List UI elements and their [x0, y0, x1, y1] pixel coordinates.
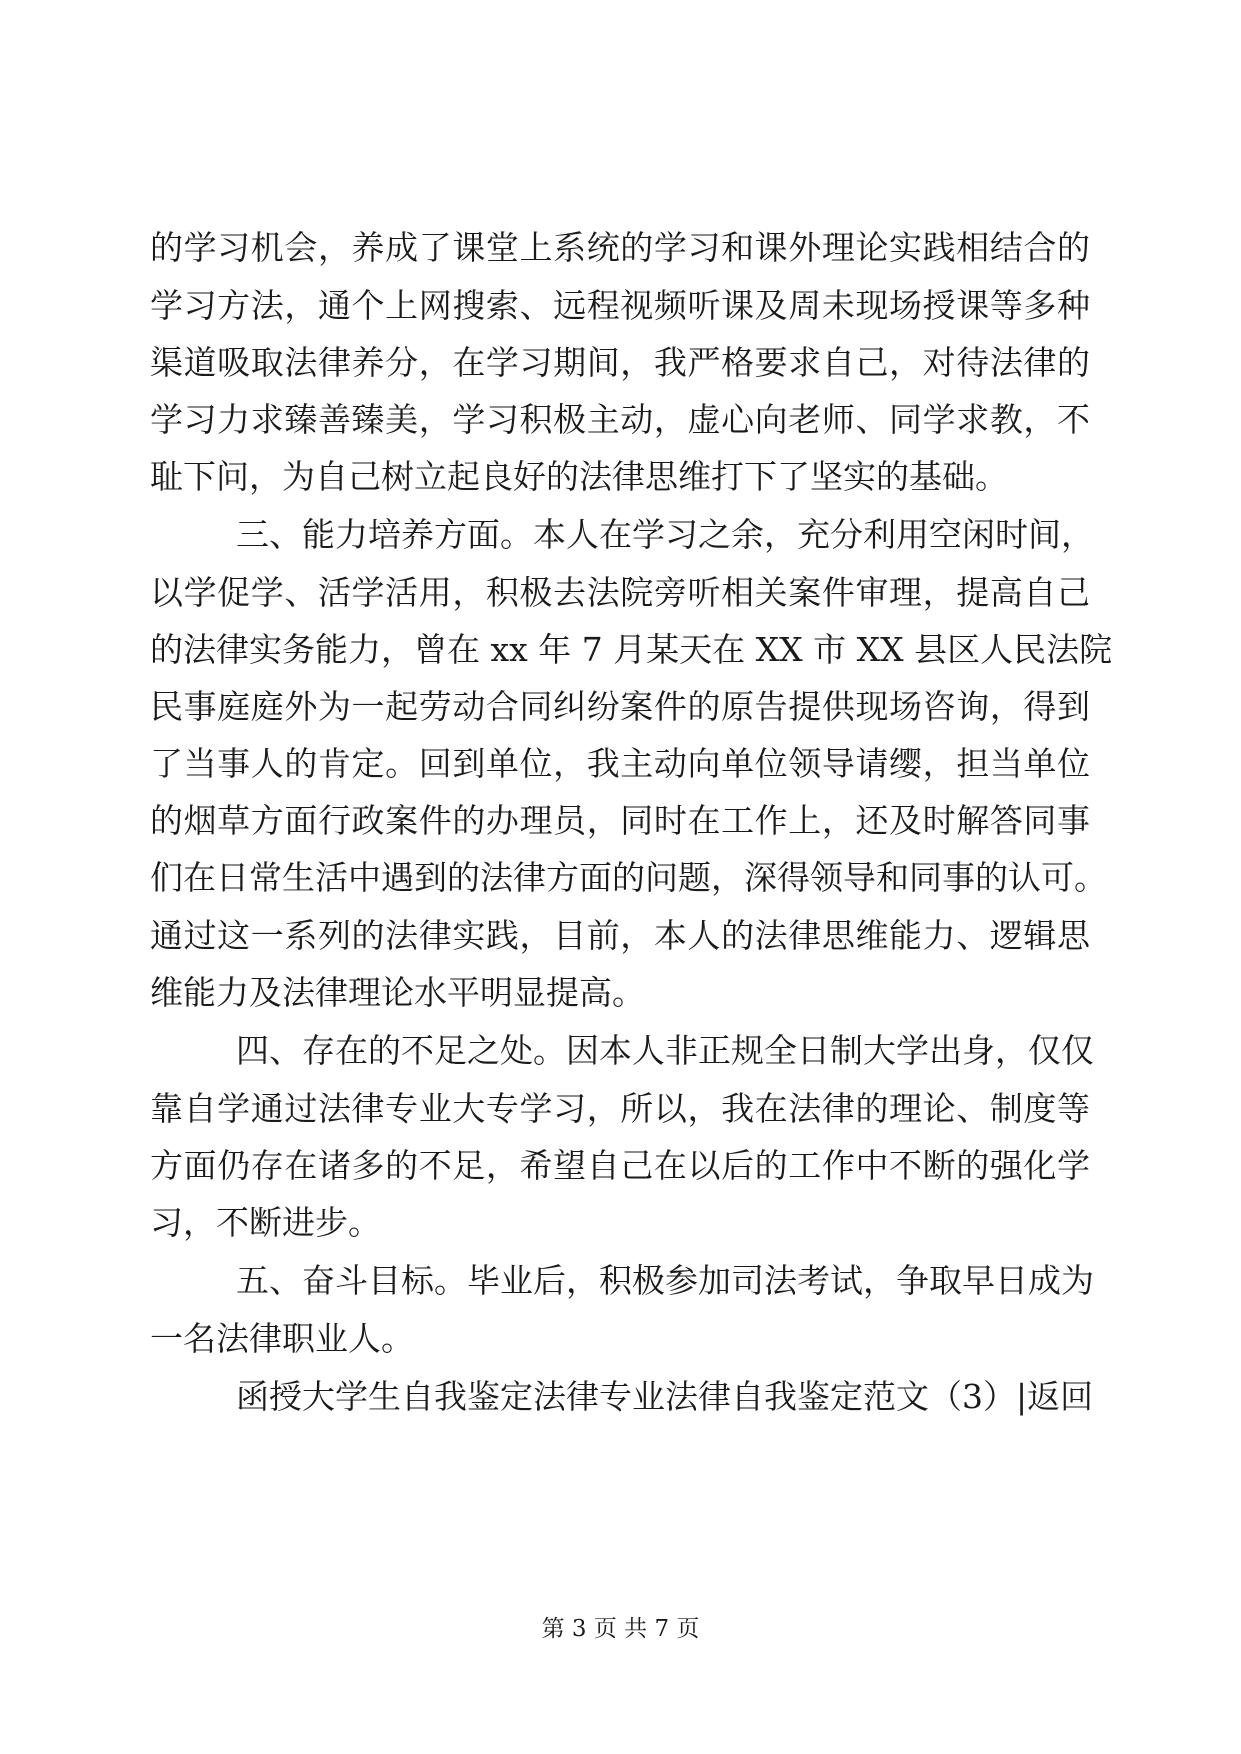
article-link-line[interactable]: 函授大学生自我鉴定法律专业法律自我鉴定范文（3）|返回: [236, 1377, 1094, 1416]
section-three-heading-line: 三、能力培养方面。本人在学习之余，充分利用空闲时间，: [236, 515, 1094, 554]
paragraph-line: 通过这一系列的法律实践，目前，本人的法律思维能力、逻辑思: [150, 916, 1090, 955]
paragraph-line: 渠道吸取法律养分，在学习期间，我严格要求自己，对待法律的: [150, 343, 1090, 382]
paragraph-line: 靠自学通过法律专业大专学习，所以，我在法律的理论、制度等: [150, 1089, 1090, 1128]
paragraph-line: 维能力及法律理论水平明显提高。: [150, 973, 645, 1012]
paragraph-line: 的烟草方面行政案件的办理员，同时在工作上，还及时解答同事: [150, 801, 1090, 840]
paragraph-line: 方面仍存在诸多的不足，希望自己在以后的工作中不断的强化学: [150, 1146, 1090, 1185]
paragraph-line: 学习力求臻善臻美，学习积极主动，虚心向老师、同学求教，不: [150, 400, 1090, 439]
paragraph-line: 的学习机会，养成了课堂上系统的学习和课外理论实践相结合的: [150, 228, 1090, 267]
paragraph-line: 们在日常生活中遇到的法律方面的问题，深得领导和同事的认可。: [150, 858, 1107, 897]
paragraph-line: 以学促学、活学活用，积极去法院旁听相关案件审理，提高自己: [150, 573, 1090, 612]
paragraph-line: 一名法律职业人。: [150, 1319, 414, 1358]
paragraph-line: 民事庭庭外为一起劳动合同纠纷案件的原告提供现场咨询，得到: [150, 687, 1090, 726]
paragraph-line: 耻下问，为自己树立起良好的法律思维打下了坚实的基础。: [150, 457, 1008, 496]
paragraph-line: 了当事人的肯定。回到单位，我主动向单位领导请缨，担当单位: [150, 744, 1090, 783]
section-four-heading-line: 四、存在的不足之处。因本人非正规全日制大学出身，仅仅: [236, 1031, 1094, 1070]
paragraph-line: 习，不断进步。: [150, 1203, 381, 1242]
section-five-heading-line: 五、奋斗目标。毕业后，积极参加司法考试，争取早日成为: [236, 1261, 1094, 1300]
paragraph-line: 学习方法，通个上网搜索、远程视频听课及周未现场授课等多种: [150, 286, 1090, 325]
paragraph-line: 的法律实务能力，曾在 xx 年 7 月某天在 XX 市 XX 县区人民法院: [150, 630, 1113, 669]
page-number: 第 3 页 共 7 页: [541, 1616, 700, 1642]
